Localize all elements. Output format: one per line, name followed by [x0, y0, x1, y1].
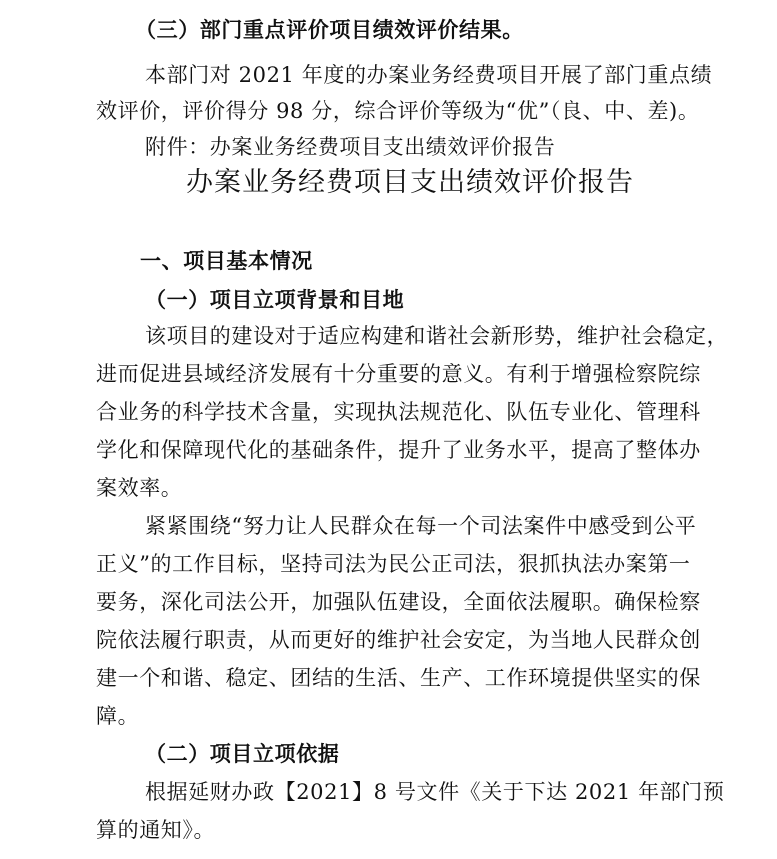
paragraph-line: 院依法履行职责，从而更好的维护社会安定，为当地人民群众创 — [96, 628, 701, 652]
paragraph-line: 学化和保障现代化的基础条件，提升了业务水平，提高了整体办 — [96, 438, 701, 462]
paragraph-line: 效评价，评价得分 98 分，综合评价等级为“优”（良、中、差)。 — [96, 99, 700, 123]
subheading-background-purpose: （一）项目立项背景和目地 — [145, 287, 405, 312]
paragraph-line: 正义”的工作目标，坚持司法为民公正司法，狠抓执法办案第一 — [96, 552, 691, 576]
paragraph-line: 紧紧围绕“努力让人民群众在每一个司法案件中感受到公平 — [145, 514, 697, 538]
report-title: 办案业务经费项目支出绩效评价报告 — [186, 167, 634, 198]
heading-project-basic-info: 一、项目基本情况 — [140, 248, 313, 273]
paragraph-line: 建一个和谐、稳定、团结的生活、生产、工作环境提供坚实的保 — [96, 666, 701, 690]
paragraph-line: 根据延财办政【2021】8 号文件《关于下达 2021 年部门预 — [145, 780, 725, 804]
paragraph-line: 障。 — [96, 704, 140, 728]
subheading-project-basis: （二）项目立项依据 — [145, 741, 340, 766]
paragraph-line: 本部门对 2021 年度的办案业务经费项目开展了部门重点绩 — [145, 63, 713, 87]
paragraph-line: 合业务的科学技术含量，实现执法规范化、队伍专业化、管理科 — [96, 400, 701, 424]
paragraph-line: 要务，深化司法公开，加强队伍建设，全面依法履职。确保检察 — [96, 590, 701, 614]
paragraph-line: 案效率。 — [96, 476, 183, 500]
paragraph-line: 该项目的建设对于适应构建和谐社会新形势，维护社会稳定， — [145, 324, 729, 348]
paragraph-line: 算的通知》。 — [96, 818, 216, 842]
attachment-line: 附件：办案业务经费项目支出绩效评价报告 — [145, 135, 556, 159]
section-heading-evaluation-result: （三）部门重点评价项目绩效评价结果。 — [135, 17, 524, 42]
paragraph-line: 进而促进县域经济发展有十分重要的意义。有利于增强检察院综 — [96, 362, 701, 386]
